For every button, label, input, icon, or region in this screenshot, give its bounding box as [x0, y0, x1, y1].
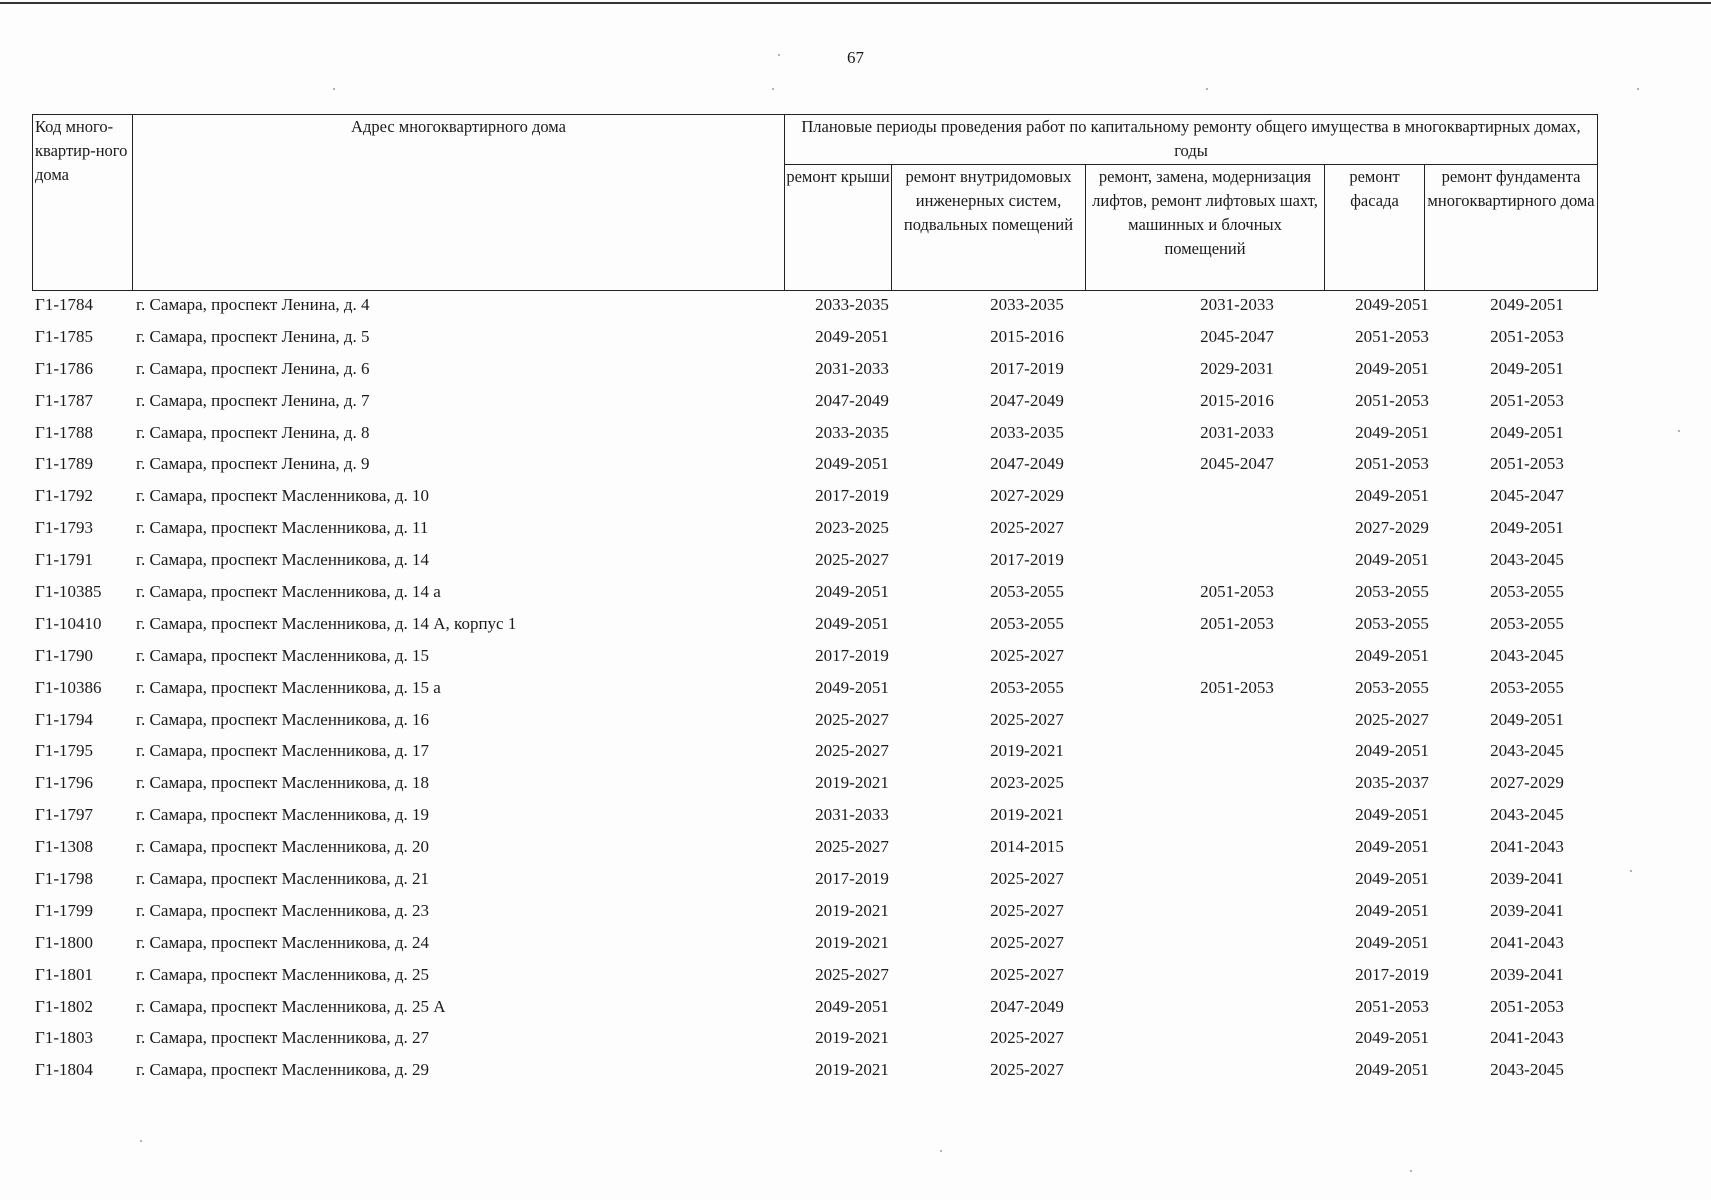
row-engineering-period: 2019-2021 [990, 741, 1064, 761]
row-foundation-period: 2051-2053 [1490, 326, 1564, 346]
row-facade-period: 2049-2051 [1355, 645, 1429, 665]
row-elevators-period: 2045-2047 [1200, 454, 1274, 474]
table-row [32, 576, 1597, 608]
table-header [32, 114, 1598, 291]
header-facade: ремонт фасада [1325, 165, 1425, 291]
row-code: Г1-1791 [35, 550, 93, 570]
row-roof-period: 2017-2019 [815, 486, 889, 506]
header-elevators: ремонт, замена, модернизация лифтов, ремонт лифтовых шахт, машинных и блочных помещений [1086, 165, 1325, 291]
table-row [32, 959, 1597, 991]
table-row [32, 512, 1597, 544]
row-address: г. Самара, проспект Масленникова, д. 18 [136, 773, 430, 793]
header-roof: ремонт крыши [785, 165, 892, 291]
row-facade-period: 2049-2051 [1355, 486, 1429, 506]
table-body [32, 289, 1597, 1086]
row-code: Г1-1785 [35, 326, 93, 346]
header-engineering: ремонт внутридомовых инженерных систем, подвальных помещений [892, 165, 1086, 291]
row-foundation-period: 2027-2029 [1490, 773, 1564, 793]
row-foundation-period: 2041-2043 [1490, 1028, 1564, 1048]
row-roof-period: 2023-2025 [815, 518, 889, 538]
row-engineering-period: 2025-2027 [990, 964, 1064, 984]
row-foundation-period: 2041-2043 [1490, 837, 1564, 857]
row-engineering-period: 2033-2035 [990, 295, 1064, 314]
row-roof-period: 2049-2051 [815, 996, 889, 1016]
row-code: Г1-1308 [35, 837, 93, 857]
row-roof-period: 2017-2019 [815, 645, 889, 665]
row-code: Г1-1788 [35, 422, 93, 442]
row-engineering-period: 2047-2049 [990, 390, 1064, 410]
page-number: 67 [847, 48, 864, 67]
row-address: г. Самара, проспект Ленина, д. 7 [136, 390, 370, 410]
row-roof-period: 2025-2027 [815, 550, 889, 570]
row-address: г. Самара, проспект Масленникова, д. 10 [136, 486, 430, 506]
row-foundation-period: 2051-2053 [1490, 996, 1564, 1016]
row-address: г. Самара, проспект Ленина, д. 8 [136, 422, 370, 442]
row-elevators-period: 2015-2016 [1200, 390, 1274, 410]
row-foundation-period: 2049-2051 [1490, 709, 1564, 729]
row-facade-period: 2049-2051 [1355, 837, 1429, 857]
table-row [32, 1054, 1597, 1086]
row-engineering-period: 2019-2021 [990, 805, 1064, 825]
top-border-line [0, 2, 1711, 4]
row-code: Г1-1798 [35, 869, 93, 889]
row-roof-period: 2049-2051 [815, 454, 889, 474]
row-foundation-period: 2043-2045 [1490, 1060, 1564, 1080]
row-address: г. Самара, проспект Масленникова, д. 29 [136, 1060, 430, 1080]
row-engineering-period: 2025-2027 [990, 1060, 1064, 1080]
row-facade-period: 2049-2051 [1355, 900, 1429, 920]
table-row [32, 863, 1597, 895]
row-code: Г1-1787 [35, 390, 93, 410]
header-foundation: ремонт фундамента многоквартирного дома [1425, 165, 1598, 291]
table-row [32, 799, 1597, 831]
header-address: Адрес многоквартирного дома [133, 115, 785, 291]
row-engineering-period: 2053-2055 [990, 677, 1064, 697]
row-facade-period: 2049-2051 [1355, 358, 1429, 378]
row-elevators-period: 2051-2053 [1200, 582, 1274, 602]
row-roof-period: 2031-2033 [815, 805, 889, 825]
row-engineering-period: 2014-2015 [990, 837, 1064, 857]
row-roof-period: 2025-2027 [815, 741, 889, 761]
table-row [32, 353, 1597, 385]
row-elevators-period: 2029-2031 [1200, 358, 1274, 378]
row-facade-period: 2049-2051 [1355, 1028, 1429, 1048]
row-engineering-period: 2025-2027 [990, 709, 1064, 729]
row-foundation-period: 2053-2055 [1490, 677, 1564, 697]
row-code: Г1-10385 [35, 582, 102, 602]
row-address: г. Самара, проспект Масленникова, д. 17 [136, 741, 430, 761]
row-address: г. Самара, проспект Масленникова, д. 24 [136, 932, 430, 952]
row-code: Г1-10386 [35, 677, 102, 697]
table-row [32, 831, 1597, 863]
row-code: Г1-1784 [35, 295, 93, 314]
row-address: г. Самара, проспект Масленникова, д. 20 [136, 837, 430, 857]
row-facade-period: 2053-2055 [1355, 677, 1429, 697]
table-row [32, 991, 1597, 1023]
row-code: Г1-1789 [35, 454, 93, 474]
row-code: Г1-1790 [35, 645, 93, 665]
row-roof-period: 2031-2033 [815, 358, 889, 378]
table-row [32, 640, 1597, 672]
row-facade-period: 2049-2051 [1355, 741, 1429, 761]
row-foundation-period: 2049-2051 [1490, 422, 1564, 442]
table-row [32, 1022, 1597, 1054]
row-roof-period: 2025-2027 [815, 964, 889, 984]
table-row [32, 608, 1597, 640]
table-row [32, 767, 1597, 799]
row-foundation-period: 2053-2055 [1490, 613, 1564, 633]
row-code: Г1-1800 [35, 932, 93, 952]
row-code: Г1-1799 [35, 900, 93, 920]
header-code: Код много-квартир-ного дома [33, 115, 133, 291]
row-facade-period: 2053-2055 [1355, 582, 1429, 602]
row-code: Г1-1802 [35, 996, 93, 1016]
row-address: г. Самара, проспект Масленникова, д. 21 [136, 869, 430, 889]
row-roof-period: 2047-2049 [815, 390, 889, 410]
row-code: Г1-1792 [35, 486, 93, 506]
row-engineering-period: 2053-2055 [990, 613, 1064, 633]
row-roof-period: 2049-2051 [815, 677, 889, 697]
row-roof-period: 2049-2051 [815, 613, 889, 633]
table-row [32, 417, 1597, 449]
row-roof-period: 2019-2021 [815, 1028, 889, 1048]
row-address: г. Самара, проспект Масленникова, д. 16 [136, 709, 430, 729]
row-address: г. Самара, проспект Масленникова, д. 19 [136, 805, 430, 825]
table-row [32, 289, 1597, 321]
row-code: Г1-1795 [35, 741, 93, 761]
table-row [32, 321, 1597, 353]
row-facade-period: 2049-2051 [1355, 805, 1429, 825]
row-facade-period: 2025-2027 [1355, 709, 1429, 729]
row-engineering-period: 2025-2027 [990, 1028, 1064, 1048]
row-address: г. Самара, проспект Ленина, д. 5 [136, 326, 370, 346]
row-foundation-period: 2049-2051 [1490, 518, 1564, 538]
row-code: Г1-1786 [35, 358, 93, 378]
row-elevators-period: 2051-2053 [1200, 613, 1274, 633]
row-facade-period: 2049-2051 [1355, 550, 1429, 570]
row-foundation-period: 2041-2043 [1490, 932, 1564, 952]
row-engineering-period: 2053-2055 [990, 582, 1064, 602]
row-address: г. Самара, проспект Масленникова, д. 23 [136, 900, 430, 920]
row-elevators-period: 2031-2033 [1200, 295, 1274, 314]
row-foundation-period: 2043-2045 [1490, 550, 1564, 570]
row-engineering-period: 2047-2049 [990, 454, 1064, 474]
table-row [32, 448, 1597, 480]
row-facade-period: 2049-2051 [1355, 869, 1429, 889]
row-roof-period: 2025-2027 [815, 709, 889, 729]
row-address: г. Самара, проспект Масленникова, д. 25 А [136, 996, 446, 1016]
row-foundation-period: 2039-2041 [1490, 869, 1564, 889]
row-address: г. Самара, проспект Масленникова, д. 14 а [136, 582, 441, 602]
row-address: г. Самара, проспект Ленина, д. 6 [136, 358, 370, 378]
row-roof-period: 2017-2019 [815, 869, 889, 889]
row-address: г. Самара, проспект Масленникова, д. 14 [136, 550, 430, 570]
row-facade-period: 2049-2051 [1355, 1060, 1429, 1080]
table-row [32, 544, 1597, 576]
row-facade-period: 2051-2053 [1355, 326, 1429, 346]
row-roof-period: 2049-2051 [815, 326, 889, 346]
row-facade-period: 2049-2051 [1355, 422, 1429, 442]
row-address: г. Самара, проспект Ленина, д. 4 [136, 295, 370, 314]
row-engineering-period: 2033-2035 [990, 422, 1064, 442]
row-foundation-period: 2043-2045 [1490, 741, 1564, 761]
row-foundation-period: 2039-2041 [1490, 900, 1564, 920]
row-foundation-period: 2043-2045 [1490, 645, 1564, 665]
row-facade-period: 2049-2051 [1355, 295, 1429, 314]
row-address: г. Самара, проспект Масленникова, д. 27 [136, 1028, 430, 1048]
row-code: Г1-10410 [35, 613, 102, 633]
table-row [32, 895, 1597, 927]
table-row [32, 735, 1597, 767]
row-roof-period: 2033-2035 [815, 422, 889, 442]
row-elevators-period: 2031-2033 [1200, 422, 1274, 442]
row-foundation-period: 2053-2055 [1490, 582, 1564, 602]
row-facade-period: 2051-2053 [1355, 996, 1429, 1016]
row-facade-period: 2053-2055 [1355, 613, 1429, 633]
row-engineering-period: 2015-2016 [990, 326, 1064, 346]
row-address: г. Самара, проспект Масленникова, д. 25 [136, 964, 430, 984]
table-row [32, 927, 1597, 959]
row-roof-period: 2033-2035 [815, 295, 889, 314]
row-roof-period: 2025-2027 [815, 837, 889, 857]
row-foundation-period: 2049-2051 [1490, 295, 1564, 314]
table-row [32, 704, 1597, 736]
row-engineering-period: 2047-2049 [990, 996, 1064, 1016]
row-roof-period: 2019-2021 [815, 773, 889, 793]
row-address: г. Самара, проспект Масленникова, д. 11 [136, 518, 429, 538]
row-engineering-period: 2017-2019 [990, 358, 1064, 378]
row-foundation-period: 2051-2053 [1490, 454, 1564, 474]
row-facade-period: 2017-2019 [1355, 964, 1429, 984]
row-roof-period: 2019-2021 [815, 900, 889, 920]
table-row [32, 480, 1597, 512]
row-foundation-period: 2051-2053 [1490, 390, 1564, 410]
row-code: Г1-1793 [35, 518, 93, 538]
row-roof-period: 2019-2021 [815, 932, 889, 952]
row-facade-period: 2027-2029 [1355, 518, 1429, 538]
row-address: г. Самара, проспект Масленникова, д. 14 А, корпус 1 [136, 613, 517, 633]
row-address: г. Самара, проспект Ленина, д. 9 [136, 454, 370, 474]
row-code: Г1-1797 [35, 805, 93, 825]
row-address: г. Самара, проспект Масленникова, д. 15 [136, 645, 430, 665]
row-roof-period: 2019-2021 [815, 1060, 889, 1080]
header-periods-group: Плановые периоды проведения работ по капитальному ремонту общего имущества в многоквартирных домах, годы [785, 115, 1598, 165]
row-engineering-period: 2025-2027 [990, 869, 1064, 889]
row-facade-period: 2049-2051 [1355, 932, 1429, 952]
row-foundation-period: 2045-2047 [1490, 486, 1564, 506]
row-engineering-period: 2025-2027 [990, 932, 1064, 952]
row-foundation-period: 2043-2045 [1490, 805, 1564, 825]
row-elevators-period: 2051-2053 [1200, 677, 1274, 697]
row-code: Г1-1801 [35, 964, 93, 984]
row-foundation-period: 2039-2041 [1490, 964, 1564, 984]
row-elevators-period: 2045-2047 [1200, 326, 1274, 346]
row-code: Г1-1803 [35, 1028, 93, 1048]
table-row [32, 385, 1597, 417]
table-row [32, 672, 1597, 704]
row-engineering-period: 2025-2027 [990, 518, 1064, 538]
row-code: Г1-1794 [35, 709, 93, 729]
row-code: Г1-1804 [35, 1060, 93, 1080]
row-engineering-period: 2025-2027 [990, 900, 1064, 920]
row-facade-period: 2051-2053 [1355, 454, 1429, 474]
row-facade-period: 2035-2037 [1355, 773, 1429, 793]
row-code: Г1-1796 [35, 773, 93, 793]
row-roof-period: 2049-2051 [815, 582, 889, 602]
row-foundation-period: 2049-2051 [1490, 358, 1564, 378]
row-engineering-period: 2025-2027 [990, 645, 1064, 665]
row-address: г. Самара, проспект Масленникова, д. 15 а [136, 677, 441, 697]
row-engineering-period: 2017-2019 [990, 550, 1064, 570]
row-facade-period: 2051-2053 [1355, 390, 1429, 410]
row-engineering-period: 2023-2025 [990, 773, 1064, 793]
row-engineering-period: 2027-2029 [990, 486, 1064, 506]
